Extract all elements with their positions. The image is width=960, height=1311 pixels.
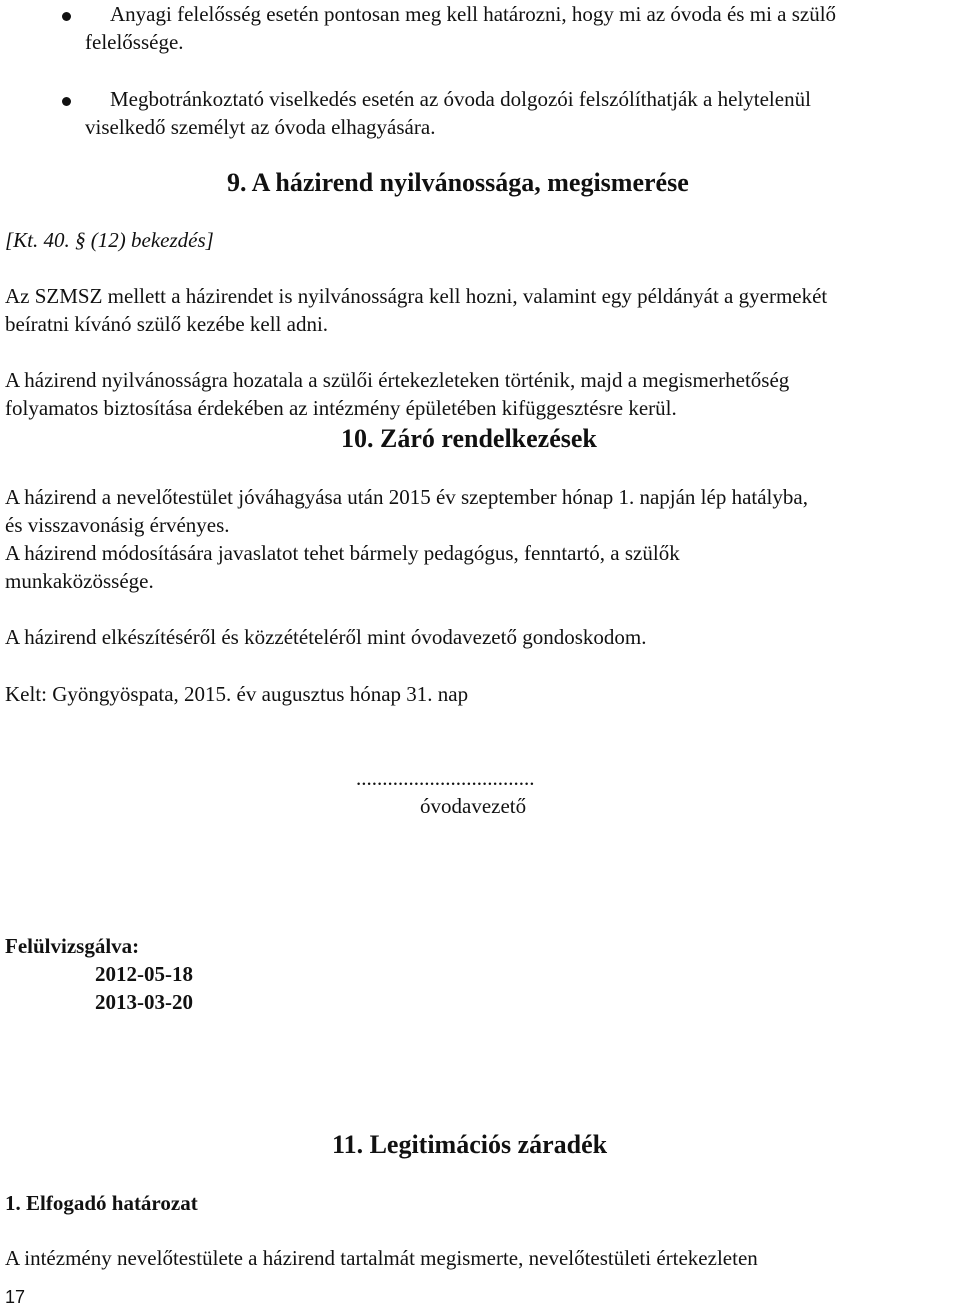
paragraph-line: A intézmény nevelőtestülete a házirend tartalmát megismerte, nevelőtestületi értekezleten [5, 1246, 758, 1270]
citation: [Kt. 40. § (12) bekezdés] [5, 228, 214, 252]
dateline: Kelt: Gyöngyöspata, 2015. év augusztus hónap 31. nap [5, 682, 469, 706]
page-number: 17 [5, 1287, 26, 1307]
sub-heading: 1. Elfogadó határozat [5, 1191, 198, 1215]
paragraph-line: A házirend elkészítéséről és közzétételéről mint óvodavezető gondoskodom. [5, 625, 647, 649]
signature-role: óvodavezető [420, 794, 527, 818]
review-label: Felülvizsgálva: [5, 934, 140, 958]
paragraph-line: beíratni kívánó szülő kezébe kell adni. [5, 312, 329, 336]
paragraph-line: folyamatos biztosítása érdekében az intézmény épületében kifüggesztésre kerül. [5, 396, 677, 420]
bullet-line: felelőssége. [85, 30, 184, 54]
bullet-line: Megbotránkoztató viselkedés esetén az óvoda dolgozói felszólíthatják a helytelenül [110, 87, 811, 111]
paragraph-line: és visszavonásig érvényes. [5, 513, 230, 537]
review-date: 2012-05-18 [95, 962, 193, 986]
bullet-line: viselkedő személyt az óvoda elhagyására. [85, 115, 436, 139]
section-heading: 10. Záró rendelkezések [341, 424, 597, 453]
paragraph-line: A házirend a nevelőtestület jóváhagyása után 2015 év szeptember hónap 1. napján lép hatályba, [5, 485, 808, 509]
paragraph-line: A házirend nyilvánosságra hozatala a szülői értekezleteken történik, majd a megismerhetőség [5, 368, 790, 392]
paragraph-line: Az SZMSZ mellett a házirendet is nyilvánosságra kell hozni, valamint egy példányát a gyermekét [5, 284, 828, 308]
bullet-dot [62, 12, 71, 21]
signature-line: .................................. [356, 766, 535, 790]
section-heading: 11. Legitimációs záradék [332, 1130, 608, 1159]
bullet-line: Anyagi felelősség esetén pontosan meg kell határozni, hogy mi az óvoda és mi a szülő [110, 2, 837, 26]
paragraph-line: A házirend módosítására javaslatot tehet bármely pedagógus, fenntartó, a szülők [5, 541, 680, 565]
section-heading: 9. A házirend nyilvánossága, megismerése [227, 168, 689, 197]
review-date: 2013-03-20 [95, 990, 193, 1014]
paragraph-line: munkaközössége. [5, 569, 154, 593]
bullet-dot [62, 97, 71, 106]
